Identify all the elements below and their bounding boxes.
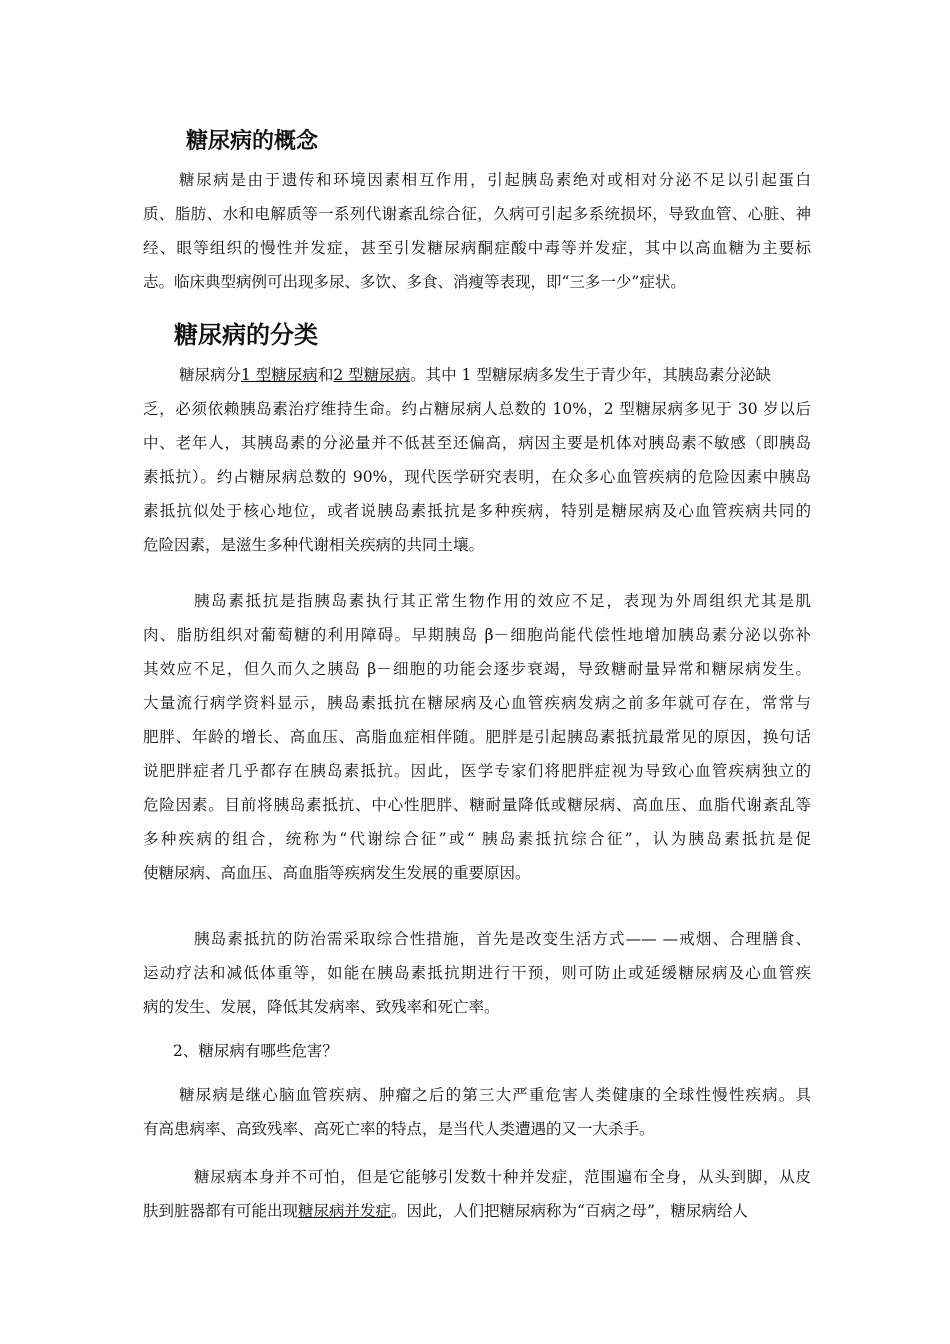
- text-line: 糖尿病本身并不可怕，但是它能够引发数十种并发症，范围遍布全身，从头到脚，从皮: [194, 1168, 811, 1186]
- type1-diabetes-link[interactable]: 1 型糖尿病: [241, 366, 318, 384]
- text-segment: 糖尿病分: [179, 366, 242, 384]
- text-line: 素抵抗）。约占糖尿病总数的 90%，现代医学研究表明，在众多心血管疾病的危险因素中胰岛: [143, 468, 811, 486]
- text-line: [143, 358, 811, 392]
- text-line: 糖尿病是由于遗传和环境因素相互作用，引起胰岛素绝对或相对分泌不足以引起蛋白: [179, 171, 811, 189]
- text-line: 危险因素。目前将胰岛素抵抗、中心性肥胖、糖耐量降低或糖尿病、高血压、血脂代谢紊乱等: [143, 796, 811, 814]
- text-line: 危险因素，是滋生多种代谢相关疾病的共同土壤。: [143, 536, 485, 554]
- text-segment: 和: [317, 366, 334, 384]
- text-segment: 。因此，人们把糖尿病称为“百病之母”，糖尿病给人: [391, 1202, 748, 1220]
- paragraph-concept: [143, 163, 811, 299]
- text-line: 糖尿病是继心脑血管疾病、肿瘤之后的第三大严重危害人类健康的全球性慢性疾病。具: [179, 1086, 811, 1104]
- text-line: 胰岛素抵抗的防治需采取综合性措施，首先是改变生活方式—— —戒烟、合理膳食、: [194, 930, 811, 948]
- text-line: 有高患病率、高致残率、高死亡率的特点，是当代人类遭遇的又一大杀手。: [143, 1120, 655, 1138]
- question-text: 2、糖尿病有哪些危害？: [173, 1042, 338, 1060]
- text-line: 素抵抗似处于核心地位，或者说胰岛素抵抗是多种疾病，特别是糖尿病及心血管疾病共同的: [143, 502, 811, 520]
- text-line: 胰岛素抵抗是指胰岛素执行其正常生物作用的效应不足，表现为外周组织尤其是肌: [194, 592, 811, 610]
- text-line: 肉、脂肪组织对葡萄糖的利用障碍。早期胰岛 β－细胞尚能代偿性地增加胰岛素分泌以弥补: [143, 626, 811, 644]
- complications-link[interactable]: 糖尿病并发症: [298, 1202, 392, 1220]
- text-line: 运动疗法和减低体重等，如能在胰岛素抵抗期进行干预，则可防止或延缓糖尿病及心血管疾: [143, 964, 811, 982]
- text-line: 说肥胖症者几乎都存在胰岛素抵抗。因此，医学专家们将肥胖症视为导致心血管疾病独立的: [143, 762, 811, 780]
- text-line: 其效应不足，但久而久之胰岛 β－细胞的功能会逐步衰竭，导致糖耐量异常和糖尿病发生。: [143, 660, 811, 678]
- text-line: 使糖尿病、高血压、高血脂等疾病发生发展的重要原因。: [143, 864, 531, 882]
- text-line: 中、老年人，其胰岛素的分泌量并不低甚至还偏高，病因主要是机体对胰岛素不敏感（即胰岛: [143, 434, 811, 452]
- text-line: [143, 1194, 811, 1228]
- text-line: 肥胖、年龄的增长、高血压、高脂血症相伴随。肥胖是引起胰岛素抵抗最常见的原因，换句话: [143, 728, 811, 746]
- paragraph-classification: [143, 358, 811, 562]
- paragraph-insulin-resistance: [143, 584, 811, 890]
- text-line: 质、脂肪、水和电解质等一系列代谢紊乱综合征，久病可引起多系统损坏，导致血管、心脏、神: [143, 205, 811, 223]
- paragraph-harm: [143, 1078, 811, 1146]
- text-line: 大量流行病学资料显示，胰岛素抵抗在糖尿病及心血管疾病发病之前多年就可存在，常常与: [143, 694, 811, 712]
- type2-diabetes-link[interactable]: 2 型糖尿病: [333, 366, 411, 384]
- text-line: 多种疾病的组合，统称为“代谢综合征”或“ 胰岛素抵抗综合征”，认为胰岛素抵抗是促: [143, 830, 811, 848]
- paragraph-prevention: [143, 922, 811, 1024]
- text-line: 病的发生、发展，降低其发病率、致残率和死亡率。: [143, 998, 500, 1016]
- text-segment: 肤到脏器都有可能出现: [143, 1202, 299, 1220]
- text-line: 乏，必须依赖胰岛素治疗维持生命。约占糖尿病人总数的 10%，2 型糖尿病多见于 30 岁以后: [143, 400, 811, 418]
- heading-concept: 糖尿病的概念: [186, 129, 319, 154]
- paragraph-complications: [143, 1160, 811, 1228]
- heading-classification: 糖尿病的分类: [174, 321, 318, 349]
- question-heading: [143, 1034, 811, 1068]
- text-line: 经、眼等组织的慢性并发症，甚至引发糖尿病酮症酸中毒等并发症，其中以高血糖为主要标: [143, 239, 811, 257]
- text-line: 志。临床典型病例可出现多尿、多饮、多食、消瘦等表现，即“三多一少”症状。: [143, 273, 686, 291]
- text-segment: 。其中 1 型糖尿病多发生于青少年，其胰岛素分泌缺: [410, 366, 771, 384]
